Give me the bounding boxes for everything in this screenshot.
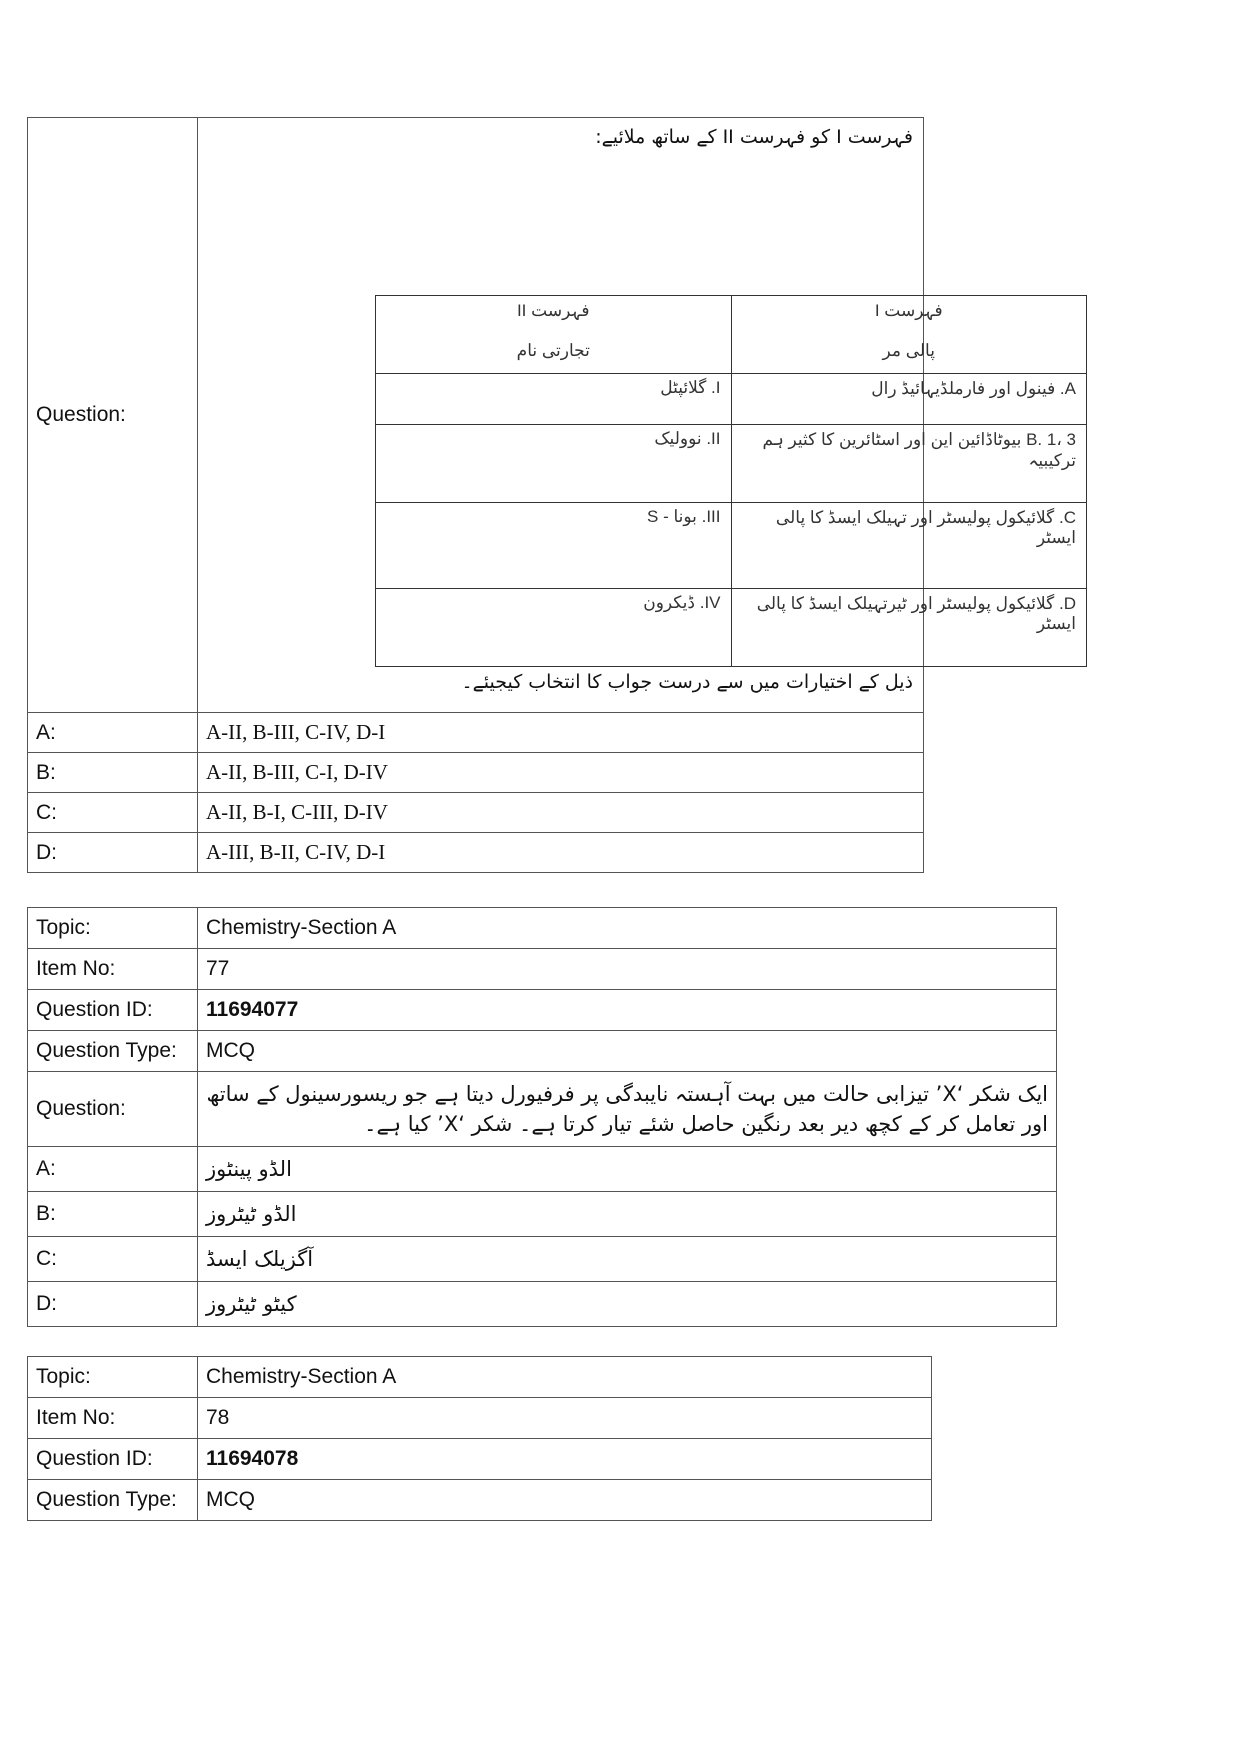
option-b-label: B: (28, 753, 198, 793)
option-a-value: الڈو پینٹوز (206, 1157, 292, 1181)
question-id-value: 11694077 (198, 990, 1057, 1031)
list-2-item-iv: IV. ڈیکرون (376, 589, 732, 667)
option-b-text (198, 1192, 1057, 1237)
topic-label: Topic: (28, 1357, 198, 1398)
question-instruction: ذیل کے اختیارات میں سے درست جواب کا انتخاب کیجیئے۔ (461, 671, 913, 693)
list-2-title: فہرست II (516, 301, 590, 320)
option-c-text (198, 1237, 1057, 1282)
option-c-label: C: (28, 793, 198, 833)
question-id-label: Question ID: (28, 1439, 198, 1480)
question-heading: فہرست I کو فہرست II کے ساتھ ملائیے: (595, 126, 913, 148)
question-type-value: MCQ (198, 1031, 1057, 1072)
option-b-value: الڈو ٹیٹروز (206, 1202, 297, 1226)
option-d-text: A-III, B-II, C-IV, D-I (198, 833, 924, 873)
question-type-label: Question Type: (28, 1480, 198, 1521)
option-a-label: A: (28, 713, 198, 753)
question-content (198, 118, 1076, 713)
option-d-value: کیٹو ٹیٹروز (206, 1292, 297, 1316)
option-row-d (28, 833, 924, 873)
list-1-title: فہرست I (874, 301, 943, 320)
option-row-a (28, 713, 924, 753)
option-b-text: A-II, B-III, C-I, D-IV (198, 753, 924, 793)
question-label: Question: (28, 1072, 198, 1147)
option-a-text (198, 1147, 1057, 1192)
question-text: ایک شکر ‘X’ تیزابی حالت میں بہت آہستہ نایبدگی پر فرفیورل دیتا ہے جو ریسورسینول کے ساتھ اور تعامل کر کے کچھ دیر بعد رنگین حاصل شئے تیار کرتا ہے۔ شکر ‘X’ کیا ہے۔ (198, 1072, 1057, 1147)
option-row-b (28, 753, 924, 793)
option-c-text: A-II, B-I, C-III, D-IV (198, 793, 924, 833)
list-2-item-ii: II. نوولیک (376, 425, 732, 503)
option-c-label: C: (28, 1237, 198, 1282)
option-d-label: D: (28, 833, 198, 873)
list-1-header (731, 296, 1087, 374)
topic-value: Chemistry-Section A (198, 908, 1057, 949)
option-d-text (198, 1282, 1057, 1327)
question-type-label: Question Type: (28, 1031, 198, 1072)
list-2-item-i: I. گلائپٹل (376, 374, 732, 425)
option-c-value: آگزیلک ایسڈ (206, 1247, 314, 1271)
option-a-text: A-II, B-III, C-IV, D-I (198, 713, 924, 753)
item-no-label: Item No: (28, 1398, 198, 1439)
question-type-value: MCQ (198, 1480, 932, 1521)
list-1-item-d: D. گلائیکول پولیسٹر اور ٹیرتہیلک ایسڈ کا پالی ایسٹر (731, 589, 1087, 667)
item-no-value: 78 (198, 1398, 932, 1439)
question-label: Question: (28, 118, 198, 713)
option-b-label: B: (28, 1192, 198, 1237)
item-no-value: 77 (198, 949, 1057, 990)
list-1-item-c: C. گلائیکول پولیسٹر اور تہیلک ایسڈ کا پالی ایسٹر (731, 503, 1087, 589)
option-d-label: D: (28, 1282, 198, 1327)
list-1-item-b: B. 1، 3 بیوٹاڈائین این اور اسٹائرین کا کثیر ہم ترکیبیہ (731, 425, 1087, 503)
topic-value: Chemistry-Section A (198, 1357, 932, 1398)
question-id-value: 11694078 (198, 1439, 932, 1480)
question-id-label: Question ID: (28, 990, 198, 1031)
item-no-label: Item No: (28, 949, 198, 990)
question-table-3 (27, 1356, 932, 1521)
option-a-label: A: (28, 1147, 198, 1192)
list-1-subtitle: پالی مر (882, 341, 935, 360)
question-table-2 (27, 907, 1057, 1327)
option-row-c (28, 793, 924, 833)
list-1-item-a: A. فینول اور فارملڈیہائیڈ رال (731, 374, 1087, 425)
match-list-table (375, 295, 1087, 667)
list-2-header (376, 296, 732, 374)
question-table-1 (27, 117, 1076, 873)
list-2-item-iii: III. بونا - S (376, 503, 732, 589)
topic-label: Topic: (28, 908, 198, 949)
list-2-subtitle: تجارتی نام (516, 341, 590, 360)
